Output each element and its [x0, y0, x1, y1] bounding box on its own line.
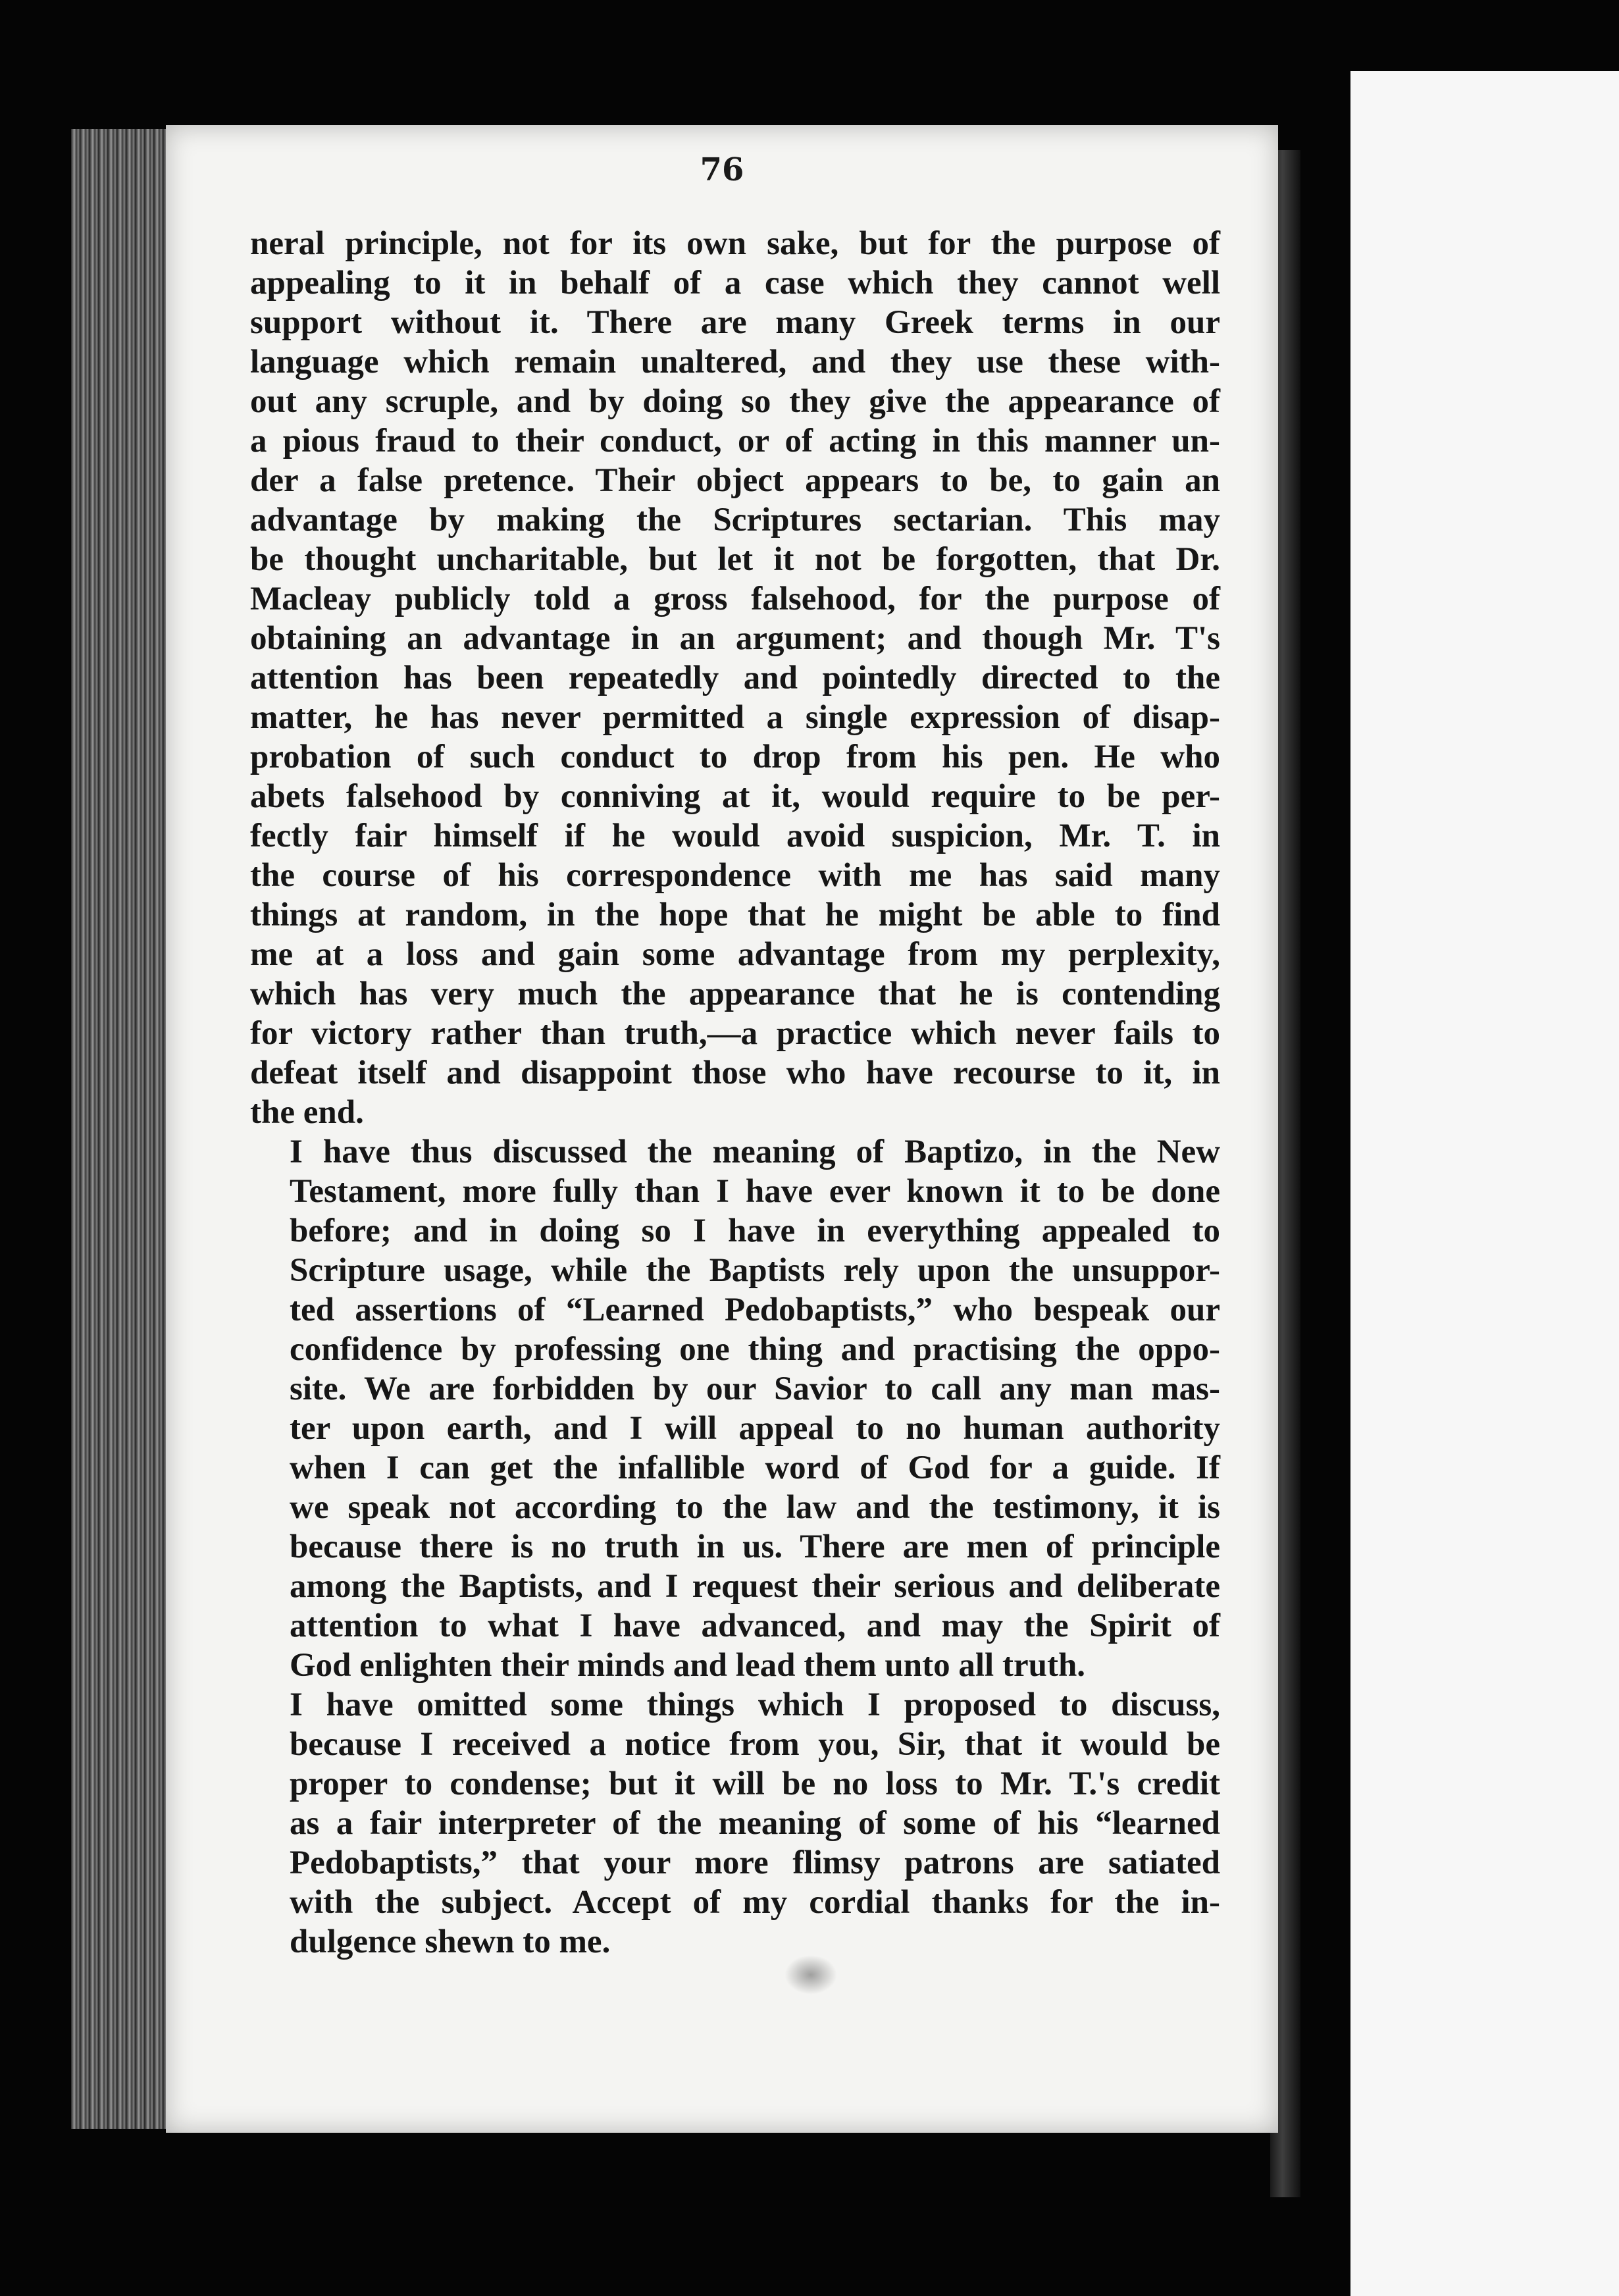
text-line: a pious fraud to their conduct, or of acting in this manner un-: [250, 423, 1220, 459]
text-line: support without it. There are many Greek terms in our: [250, 304, 1220, 341]
text-line: Scripture usage, while the Baptists rely upon the unsuppor-: [290, 1252, 1220, 1289]
text-line: appealing to it in behalf of a case which they cannot well: [250, 265, 1220, 301]
text-line: before; and in doing so I have in everything appealed to: [290, 1213, 1220, 1249]
text-line: fectly fair himself if he would avoid suspicion, Mr. T. in: [250, 818, 1220, 854]
book-page-edges: [71, 129, 170, 2129]
text-line: dulgence shewn to me.: [290, 1923, 611, 1960]
text-line: probation of such conduct to drop from his pen. He who: [250, 739, 1220, 775]
text-line: God enlighten their minds and lead them unto all truth.: [290, 1647, 1086, 1684]
text-line: Testament, more fully than I have ever known it to be done: [290, 1173, 1220, 1210]
text-line: language which remain unaltered, and they use these with-: [250, 344, 1220, 380]
text-line: because there is no truth in us. There are men of principle: [290, 1528, 1220, 1565]
text-line: Macleay publicly told a gross falsehood, for the purpose of: [250, 581, 1220, 617]
paragraph-1: [250, 224, 1220, 1132]
ink-smudge: [784, 1955, 837, 1995]
text-line: defeat itself and disappoint those who have recourse to it, in: [250, 1055, 1220, 1091]
text-line: among the Baptists, and I request their serious and deliberate: [290, 1568, 1220, 1605]
text-line: as a fair interpreter of the meaning of some of his “learned: [290, 1805, 1220, 1842]
text-line: der a false pretence. Their object appears to be, to gain an: [250, 462, 1220, 499]
text-line: when I can get the infallible word of God for a guide. If: [290, 1449, 1220, 1486]
text-line: obtaining an advantage in an argument; and though Mr. T's: [250, 620, 1220, 657]
book-page: [166, 125, 1278, 2133]
text-line: matter, he has never permitted a single expression of disap-: [250, 699, 1220, 736]
text-line: ted assertions of “Learned Pedobaptists,” who bespeak our: [290, 1292, 1220, 1328]
text-line: neral principle, not for its own sake, but for the purpose of: [250, 225, 1220, 262]
text-line: with the subject. Accept of my cordial thanks for the in-: [290, 1884, 1220, 1921]
text-line: advantage by making the Scriptures sectarian. This may: [250, 502, 1220, 538]
text-line: because I received a notice from you, Sir, that it would be: [290, 1726, 1220, 1763]
text-line: things at random, in the hope that he might be able to find: [250, 897, 1220, 933]
text-line: the end.: [250, 1094, 364, 1131]
text-line: I have thus discussed the meaning of Baptizo, in the New: [290, 1134, 1220, 1170]
text-line: confidence by professing one thing and practising the oppo-: [290, 1331, 1220, 1368]
text-line: for victory rather than truth,—a practice which never fails to: [250, 1015, 1220, 1052]
text-line: be thought uncharitable, but let it not be forgotten, that Dr.: [250, 541, 1220, 578]
paragraph-2: [250, 1132, 1220, 1685]
text-line: the course of his correspondence with me has said many: [250, 857, 1220, 894]
text-line: Pedobaptists,” that your more flimsy patrons are satiated: [290, 1844, 1220, 1881]
text-line: site. We are forbidden by our Savior to call any man mas-: [290, 1370, 1220, 1407]
paragraph-3: [250, 1685, 1220, 1962]
page-body-text: [250, 224, 1220, 1962]
text-line: attention to what I have advanced, and may the Spirit of: [290, 1607, 1220, 1644]
text-line: ter upon earth, and I will appeal to no human authority: [290, 1410, 1220, 1447]
text-line: we speak not according to the law and the testimony, it is: [290, 1489, 1220, 1526]
text-line: proper to condense; but it will be no loss to Mr. T.'s credit: [290, 1765, 1220, 1802]
text-line: out any scruple, and by doing so they give the appearance of: [250, 383, 1220, 420]
text-line: attention has been repeatedly and pointedly directed to the: [250, 660, 1220, 696]
text-line: I have omitted some things which I proposed to discuss,: [290, 1686, 1220, 1723]
text-line: which has very much the appearance that he is contending: [250, 976, 1220, 1012]
text-line: abets falsehood by conniving at it, would require to be per-: [250, 778, 1220, 815]
page-number: 76: [700, 151, 744, 188]
adjacent-paper-sheet: [1350, 71, 1619, 2296]
text-line: me at a loss and gain some advantage from my perplexity,: [250, 936, 1220, 973]
